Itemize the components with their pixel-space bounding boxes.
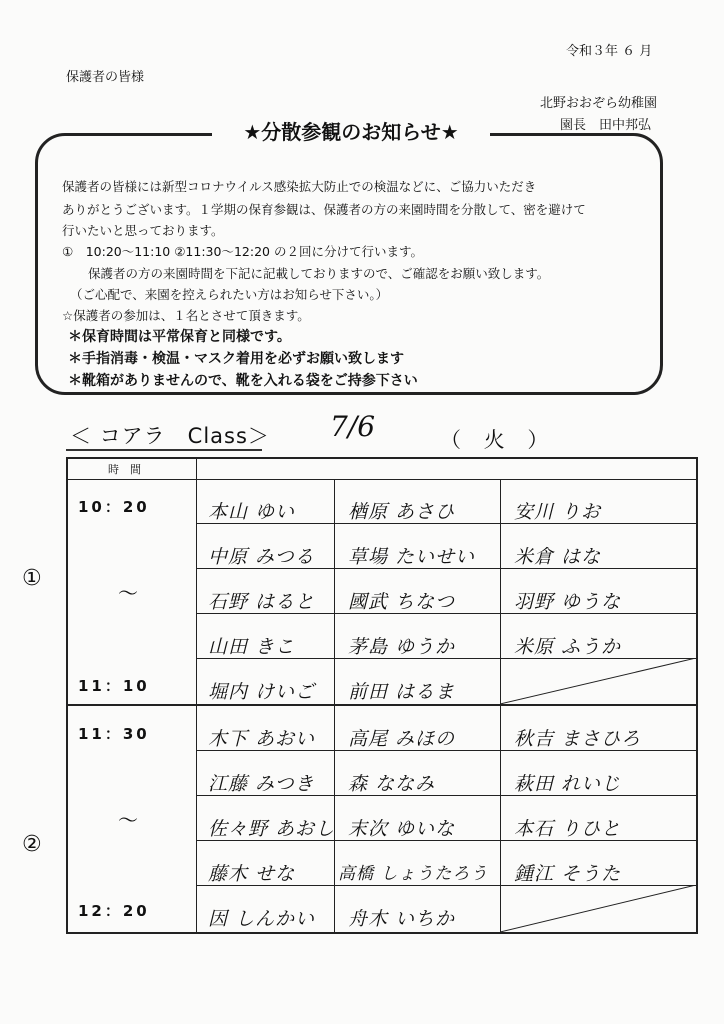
class-day: （ 火 ）	[440, 428, 557, 452]
notice-line: 行いたいと思っております。	[62, 223, 224, 238]
class-title-underline	[66, 449, 262, 451]
child-name: 羽野 ゆうな	[514, 591, 622, 613]
child-name: 木下 あおい	[208, 728, 316, 750]
time-column-header: 時 間	[108, 463, 141, 476]
name-column-divider	[334, 479, 335, 932]
child-name: 佐々野 あおし	[208, 818, 336, 840]
child-name: 堀内 けいご	[208, 681, 316, 703]
notice-line: ① 10:20～11:10 ②11:30～12:20 の２回に分けて行います。	[62, 244, 423, 259]
period-divider	[68, 704, 696, 706]
child-name: 因 しんかい	[208, 908, 316, 930]
empty-cell-slash	[500, 885, 696, 932]
child-name: 米倉 はな	[514, 546, 602, 568]
child-name: 高橋 しょうたろう	[338, 864, 489, 884]
child-name: 本石 りひと	[514, 818, 622, 840]
notice-line: ＊手指消毒・検温・マスク着用を必ずお願い致します	[68, 351, 404, 367]
notice-line: （ご心配で、来園を控えられたい方はお知らせ下さい。）	[70, 287, 389, 302]
child-name: 山田 きこ	[208, 636, 296, 658]
child-name: 秋吉 まさひろ	[514, 728, 642, 750]
child-name: 前田 はるま	[348, 681, 456, 703]
child-name: 森 ななみ	[348, 773, 436, 795]
principal-name: 園長 田中邦弘	[560, 118, 652, 133]
child-name: 高尾 みほの	[348, 728, 456, 750]
empty-cell-slash	[500, 658, 696, 704]
child-name: 茅島 ゆうか	[348, 636, 456, 658]
notice-title: ★分散参観のお知らせ★	[212, 116, 490, 148]
name-column-divider	[500, 479, 501, 932]
period-1-start-time: 10：20	[78, 498, 150, 516]
child-name: 草場 たいせい	[348, 546, 476, 568]
schedule-table	[66, 457, 698, 934]
school-name: 北野おおぞら幼稚園	[540, 96, 658, 111]
child-name: 本山 ゆい	[208, 501, 296, 523]
header-divider	[68, 479, 696, 480]
notice-line: ☆保護者の参加は、１名とさせて頂きます。	[62, 308, 310, 323]
child-name: 米原 ふうか	[514, 636, 622, 658]
notice-line: ありがとうございます。１学期の保育参観は、保護者の方の来園時間を分散して、密を避けて	[62, 202, 586, 217]
child-name: 萩田 れいじ	[514, 773, 622, 795]
child-name: 藤木 せな	[208, 863, 296, 885]
class-title: ＜ コアラ Class＞	[70, 424, 270, 448]
notice-line: ＊靴箱がありませんので、靴を入れる袋をご持参下さい	[68, 373, 418, 389]
notice-line: 保護者の皆様には新型コロナウイルス感染拡大防止での検温などに、ご協力いただき	[62, 179, 537, 194]
child-name: 國武 ちなつ	[348, 591, 456, 613]
period-2-end-time: 12：20	[78, 902, 150, 920]
period-1-range-tilde: 〜	[118, 581, 138, 605]
period-2-start-time: 11：30	[78, 725, 150, 743]
period-1-end-time: 11：10	[78, 677, 150, 695]
period-1-marker: ①	[22, 566, 42, 591]
child-name: 楢原 あさひ	[348, 501, 456, 523]
time-column-divider	[196, 459, 197, 932]
period-2-range-tilde: 〜	[118, 808, 138, 832]
notice-line: 保護者の方の来園時間を下記に記載しておりますので、ご確認をお願い致します。	[88, 266, 550, 281]
child-name: 末次 ゆいな	[348, 818, 456, 840]
class-date: 7/6	[330, 410, 376, 443]
child-name: 鍾江 そうた	[514, 863, 622, 885]
period-2-marker: ②	[22, 832, 42, 857]
notice-line: ＊保育時間は平常保育と同様です。	[68, 329, 291, 345]
child-name: 石野 はると	[208, 591, 316, 613]
document-date: 令和３年 ６ 月	[566, 44, 653, 59]
child-name: 舟木 いちか	[348, 908, 456, 930]
child-name: 江藤 みつき	[208, 773, 315, 795]
addressee: 保護者の皆様	[66, 70, 145, 85]
child-name: 安川 りお	[514, 501, 602, 523]
child-name: 中原 みつる	[208, 546, 315, 568]
